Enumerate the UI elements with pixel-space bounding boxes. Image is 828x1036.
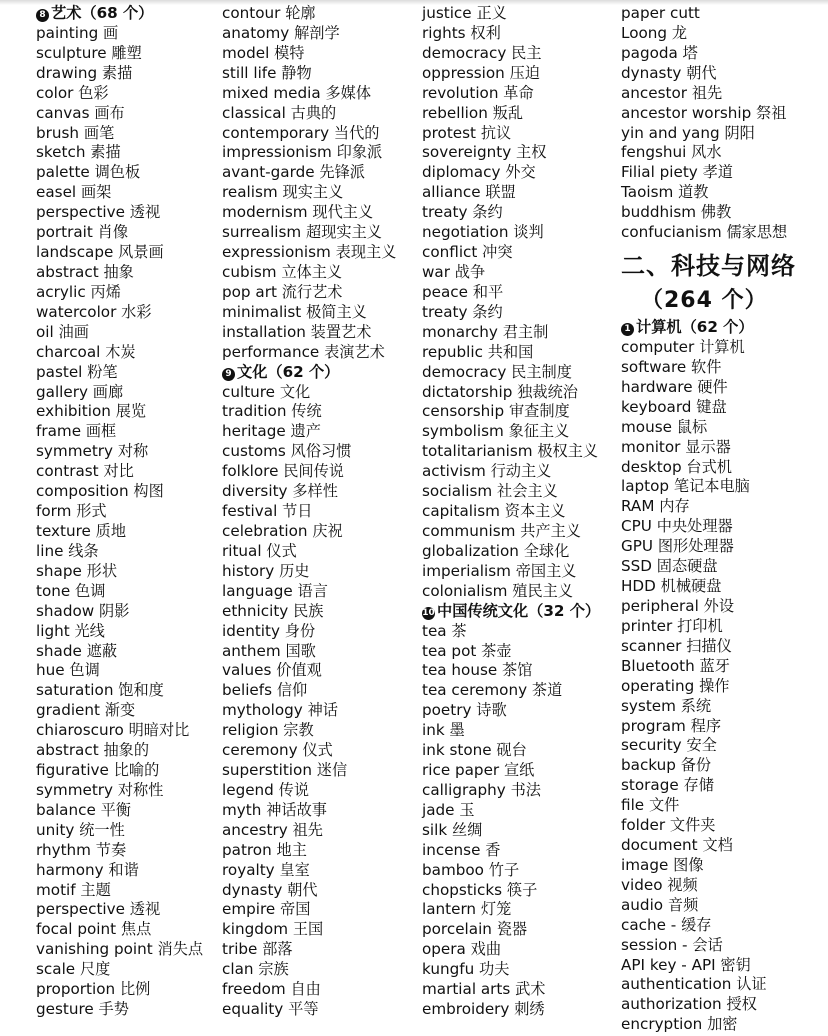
vocab-item: scanner 扫描仪 <box>621 636 732 655</box>
vocab-item: model 模特 <box>222 43 305 62</box>
vocab-item: gesture 手势 <box>36 1000 129 1019</box>
vocab-item: chopsticks 筷子 <box>422 880 538 899</box>
vocab-item: dictatorship 独裁统治 <box>422 382 578 401</box>
section-label: 计算机（62 个） <box>636 318 754 337</box>
section-heading-computer <box>621 318 828 338</box>
vocab-item: clan 宗族 <box>222 960 289 979</box>
vocab-list <box>422 622 618 1020</box>
circled-number-icon: 9 <box>222 368 235 381</box>
vocab-item: values 价值观 <box>222 661 322 680</box>
section-label: 艺术（68 个） <box>51 4 154 22</box>
vocab-item: painting 画 <box>36 23 119 42</box>
vocab-item: shade 遮蔽 <box>36 641 118 660</box>
vocab-item: folder 文件夹 <box>621 816 716 835</box>
vocab-item: folklore 民间传说 <box>222 462 344 481</box>
vocab-item: ink 墨 <box>422 721 465 740</box>
vocab-item: easel 画架 <box>36 183 112 202</box>
vocab-item: totalitarianism 极权主义 <box>422 442 599 461</box>
vocab-item: motif 主题 <box>36 880 111 899</box>
vocab-item: HDD 机械硬盘 <box>621 577 722 596</box>
vocab-item: abstract 抽象 <box>36 262 134 281</box>
vocab-item: imperialism 帝国主义 <box>422 561 577 580</box>
vocab-item: language 语言 <box>222 581 328 600</box>
vocab-item: acrylic 丙烯 <box>36 282 121 301</box>
vocab-item: bamboo 竹子 <box>422 860 520 879</box>
vocab-item: myth 神话故事 <box>222 800 327 819</box>
vocab-item: monarchy 君主制 <box>422 322 549 341</box>
vocab-item: religion 宗教 <box>222 721 314 740</box>
vocab-item: keyboard 键盘 <box>621 397 727 416</box>
vocab-item: realism 现实主义 <box>222 183 344 202</box>
vocab-item: palette 调色板 <box>36 163 141 182</box>
vocab-item: lantern 灯笼 <box>422 900 512 919</box>
circled-number-icon: 10 <box>422 607 435 618</box>
vocab-list <box>621 338 828 1035</box>
vocab-item: buddhism 佛教 <box>621 203 732 222</box>
vocab-item: tone 色调 <box>36 581 106 600</box>
vocab-item: customs 风俗习惯 <box>222 442 352 461</box>
vocab-item: sculpture 雕塑 <box>36 43 142 62</box>
vocab-item: revolution 革命 <box>422 83 534 102</box>
vocab-item: Bluetooth 蓝牙 <box>621 656 730 675</box>
vocab-item: laptop 笔记本电脑 <box>621 477 750 496</box>
vocab-item: tea 茶 <box>422 621 467 640</box>
vocab-item: opera 戏曲 <box>422 940 502 959</box>
vocab-item: war 战争 <box>422 262 486 281</box>
vocab-item: diplomacy 外交 <box>422 163 536 182</box>
vocab-item: storage 存储 <box>621 776 714 795</box>
vocab-item: kingdom 王国 <box>222 920 324 939</box>
vocab-item: Taoism 道教 <box>621 183 709 202</box>
vocab-item: pastel 粉笔 <box>36 362 118 381</box>
vocab-item: GPU 图形处理器 <box>621 537 734 556</box>
vocab-item: minimalist 极简主义 <box>222 302 367 321</box>
vocab-item: mouse 鼠标 <box>621 417 708 436</box>
vocab-item: equality 平等 <box>222 1000 319 1019</box>
section-heading-chinese-culture <box>422 602 618 622</box>
vocab-item: security 安全 <box>621 736 717 755</box>
vocab-item: Loong 龙 <box>621 23 688 42</box>
vocab-item: hue 色调 <box>36 661 100 680</box>
vocab-item: peace 和平 <box>422 282 504 301</box>
vocab-item: ink stone 砚台 <box>422 741 527 760</box>
vocab-item: treaty 条约 <box>422 302 503 321</box>
vocab-item: exhibition 展览 <box>36 402 147 421</box>
vocab-item: performance 表演艺术 <box>222 342 385 361</box>
vocab-item: negotiation 谈判 <box>422 223 544 242</box>
vocab-item: monitor 显示器 <box>621 437 731 456</box>
vocab-item: beliefs 信仰 <box>222 681 308 700</box>
part-count: （264 个） <box>641 288 768 314</box>
vocab-item: shape 形状 <box>36 561 118 580</box>
vocab-item: authentication 认证 <box>621 975 767 994</box>
vocab-item: rhythm 节奏 <box>36 840 127 859</box>
vocab-item: document 文档 <box>621 836 733 855</box>
vocab-item: video 视频 <box>621 875 698 894</box>
vocab-item: rights 权利 <box>422 23 501 42</box>
vocab-item: tea pot 茶壶 <box>422 641 512 660</box>
vocab-item: martial arts 武术 <box>422 980 546 999</box>
vocab-item: desktop 台式机 <box>621 457 732 476</box>
vocab-item: socialism 社会主义 <box>422 482 558 501</box>
vocab-item: democracy 民主 <box>422 43 542 62</box>
vocab-list <box>222 383 418 1021</box>
vocab-item: celebration 庆祝 <box>222 521 343 540</box>
vocab-item: tradition 传统 <box>222 402 322 421</box>
vocab-item: cubism 立体主义 <box>222 262 343 281</box>
section-heading-art <box>36 4 218 24</box>
vocab-item: still life 静物 <box>222 63 312 82</box>
vocab-item: Filial piety 孝道 <box>621 163 733 182</box>
vocab-item: impressionism 印象派 <box>222 143 383 162</box>
vocab-item: unity 统一性 <box>36 820 125 839</box>
vocab-item: texture 质地 <box>36 521 127 540</box>
vocab-item: sketch 素描 <box>36 143 121 162</box>
vocab-item: alliance 联盟 <box>422 183 516 202</box>
vocab-item: kungfu 功夫 <box>422 960 510 979</box>
vocab-item: symbolism 象征主义 <box>422 422 570 441</box>
vocab-item: installation 装置艺术 <box>222 322 372 341</box>
vocab-item: perspective 透视 <box>36 900 161 919</box>
vocab-item: API key - API 密钥 <box>621 955 751 974</box>
vocab-item: diversity 多样性 <box>222 482 338 501</box>
column-3 <box>422 4 618 1020</box>
vocab-item: pop art 流行艺术 <box>222 282 343 301</box>
vocab-item: jade 玉 <box>422 800 475 819</box>
vocab-item: landscape 风景画 <box>36 243 164 262</box>
circled-number-icon: 1 <box>621 323 634 336</box>
vocab-item: software 软件 <box>621 357 722 376</box>
vocab-item: hardware 硬件 <box>621 377 728 396</box>
vocab-item: colonialism 殖民主义 <box>422 581 574 600</box>
section-label: 文化（62 个） <box>237 362 340 381</box>
vocab-item: rebellion 叛乱 <box>422 103 524 122</box>
vocab-item: color 色彩 <box>36 83 109 102</box>
vocab-item: contour 轮廓 <box>222 4 316 22</box>
vocab-item: program 程序 <box>621 716 722 735</box>
vocab-item: legend 传说 <box>222 780 310 799</box>
vocab-item: ancestor worship 祭祖 <box>621 103 787 122</box>
vocab-item: scale 尺度 <box>36 960 111 979</box>
vocab-item: patron 地主 <box>222 840 307 859</box>
vocab-item: calligraphy 书法 <box>422 780 541 799</box>
vocab-item: RAM 内存 <box>621 497 690 516</box>
vocab-item: composition 构图 <box>36 482 164 501</box>
vocab-item: symmetry 对称 <box>36 442 149 461</box>
vocab-item: computer 计算机 <box>621 337 745 356</box>
vocab-item: tea house 茶馆 <box>422 661 533 680</box>
section-label: 中国传统文化（32 个） <box>437 601 601 620</box>
vocab-item: proportion 比例 <box>36 980 151 999</box>
vocab-list <box>222 4 418 363</box>
vocab-item: communism 共产主义 <box>422 521 581 540</box>
vocab-item: abstract 抽象的 <box>36 741 150 760</box>
vocab-item: ancestry 祖先 <box>222 820 323 839</box>
vocab-item: heritage 遗产 <box>222 422 321 441</box>
vocab-item: republic 共和国 <box>422 342 534 361</box>
vocab-item: ritual 仪式 <box>222 541 297 560</box>
vocab-item: ceremony 仪式 <box>222 741 333 760</box>
vocab-item: incense 香 <box>422 840 501 859</box>
vocab-item: audio 音频 <box>621 895 699 914</box>
vocab-item: canvas 画布 <box>36 103 125 122</box>
vocab-item: poetry 诗歌 <box>422 701 507 720</box>
vocab-item: history 历史 <box>222 561 310 580</box>
vocab-item: censorship 审查制度 <box>422 402 570 421</box>
vocab-item: shadow 阴影 <box>36 601 130 620</box>
vocab-item: encryption 加密 <box>621 1015 738 1034</box>
column-4 <box>621 4 828 1035</box>
vocab-item: perspective 透视 <box>36 203 161 222</box>
vocab-item: paper cutt <box>621 4 700 22</box>
vocab-item: dynasty 朝代 <box>222 880 318 899</box>
vocab-item: avant-garde 先锋派 <box>222 163 365 182</box>
vocab-item: empire 帝国 <box>222 900 311 919</box>
vocab-item: SSD 固态硬盘 <box>621 557 718 576</box>
vocab-item: confucianism 儒家思想 <box>621 223 788 242</box>
vocab-item: festival 节日 <box>222 502 313 521</box>
vocab-item: pagoda 塔 <box>621 43 698 62</box>
vocab-item: brush 画笔 <box>36 123 115 142</box>
vocab-item: authorization 授权 <box>621 995 757 1014</box>
vocab-item: file 文件 <box>621 796 680 815</box>
vocab-item: classical 古典的 <box>222 103 337 122</box>
vocab-item: anatomy 解剖学 <box>222 23 340 42</box>
vocab-item: peripheral 外设 <box>621 596 735 615</box>
vocab-item: backup 备份 <box>621 756 712 775</box>
vocab-item: treaty 条约 <box>422 203 503 222</box>
vocab-item: anthem 国歌 <box>222 641 316 660</box>
vocab-item: oil 油画 <box>36 322 89 341</box>
vocab-item: system 系统 <box>621 696 712 715</box>
vocab-item: porcelain 瓷器 <box>422 920 528 939</box>
vocab-item: tribe 部落 <box>222 940 293 959</box>
vocab-item: mythology 神话 <box>222 701 338 720</box>
vocab-item: culture 文化 <box>222 382 311 401</box>
vocab-item: saturation 饱和度 <box>36 681 164 700</box>
vocab-list <box>36 24 218 1020</box>
vocab-item: dynasty 朝代 <box>621 63 717 82</box>
vocab-item: sovereignty 主权 <box>422 143 547 162</box>
vocab-item: chiaroscuro 明暗对比 <box>36 721 190 740</box>
vocab-item: session - 会话 <box>621 935 723 954</box>
vocab-item: royalty 皇室 <box>222 860 310 879</box>
vocab-item: embroidery 刺绣 <box>422 1000 545 1019</box>
vocab-item: operating 操作 <box>621 676 730 695</box>
vocab-item: silk 丝绸 <box>422 820 483 839</box>
vocab-item: ethnicity 民族 <box>222 601 324 620</box>
vocab-item: justice 正义 <box>422 4 507 22</box>
vocab-item: identity 身份 <box>222 621 316 640</box>
vocab-item: drawing 素描 <box>36 63 133 82</box>
vocab-item: form 形式 <box>36 502 107 521</box>
vocab-item: image 图像 <box>621 855 704 874</box>
vocab-item: capitalism 资本主义 <box>422 502 566 521</box>
vocab-item: contrast 对比 <box>36 462 134 481</box>
vocab-item: focal point 焦点 <box>36 920 152 939</box>
vocab-item: CPU 中央处理器 <box>621 517 733 536</box>
part-title: 二、科技与网络 <box>621 252 796 281</box>
vocab-item: activism 行动主义 <box>422 462 552 481</box>
vocab-item: symmetry 对称性 <box>36 780 164 799</box>
vocab-item: harmony 和谐 <box>36 860 139 879</box>
vocab-item: printer 打印机 <box>621 616 723 635</box>
vocab-item: gradient 渐变 <box>36 701 136 720</box>
vocab-item: vanishing point 消失点 <box>36 940 204 959</box>
column-1 <box>36 4 218 1020</box>
vocab-item: tea ceremony 茶道 <box>422 681 563 700</box>
vocab-item: figurative 比喻的 <box>36 761 160 780</box>
circled-number-icon: 8 <box>36 9 49 22</box>
vocab-item: portrait 肖像 <box>36 223 129 242</box>
column-2 <box>222 4 418 1020</box>
vocab-item: globalization 全球化 <box>422 541 570 560</box>
vocab-item: rice paper 宣纸 <box>422 761 535 780</box>
vocab-item: oppression 压迫 <box>422 63 540 82</box>
vocab-item: watercolor 水彩 <box>36 302 152 321</box>
vocab-item: yin and yang 阴阳 <box>621 123 755 142</box>
vocab-item: modernism 现代主义 <box>222 203 374 222</box>
vocab-item: gallery 画廊 <box>36 382 124 401</box>
vocab-item: protest 抗议 <box>422 123 512 142</box>
vocab-item: frame 画框 <box>36 422 117 441</box>
section-heading-culture <box>222 363 418 383</box>
vocab-item: freedom 自由 <box>222 980 321 999</box>
vocab-item: cache - 缓存 <box>621 915 712 934</box>
vocab-item: contemporary 当代的 <box>222 123 380 142</box>
vocab-item: fengshui 风水 <box>621 143 722 162</box>
vocab-item: surrealism 超现实主义 <box>222 223 382 242</box>
vocab-item: mixed media 多媒体 <box>222 83 372 102</box>
vocab-item: conflict 冲突 <box>422 243 513 262</box>
vocab-item: expressionism 表现主义 <box>222 243 397 262</box>
vocab-item: charcoal 木炭 <box>36 342 136 361</box>
vocab-item: balance 平衡 <box>36 800 131 819</box>
vocab-item: line 线条 <box>36 541 99 560</box>
vocab-list <box>621 4 828 243</box>
vocab-list <box>422 4 618 602</box>
vocab-item: light 光线 <box>36 621 105 640</box>
vocab-item: ancestor 祖先 <box>621 83 723 102</box>
vocab-item: superstition 迷信 <box>222 761 348 780</box>
vocab-item: democracy 民主制度 <box>422 362 572 381</box>
